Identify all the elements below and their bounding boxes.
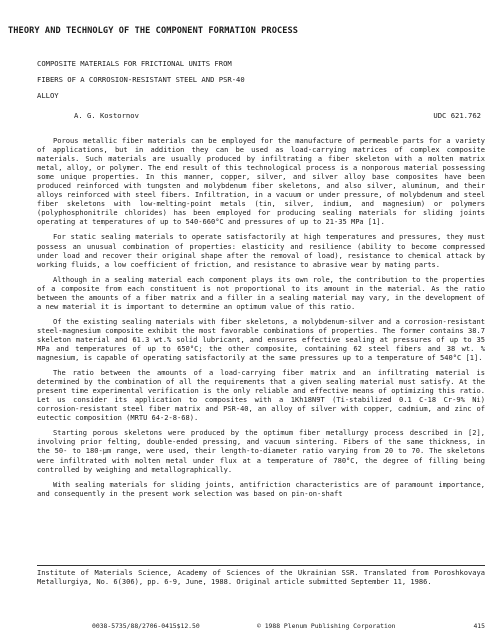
copyright-notice: © 1988 Plenum Publishing Corporation (257, 622, 396, 630)
author-name: A. G. Kostornov (74, 111, 139, 120)
article-body (37, 136, 485, 504)
body-paragraph: The ratio between the amounts of a load-carrying fiber matrix and an infiltrating material is determined by the combination of all the requirements that a given sealing material must satisfy. At the present time experimental verification is the only reliable and effective means of optimizing this ratio. Let us consider its application to composites with a 1Kh18N9T (Ti-stabilized 0.1 C-18 Cr-9% Ni) corrosion-resistant steel fiber matrix and PSR-40, an alloy of silver with copper, cadmium, and zinc of eutectic composition (MRTU 64-2-8-68). (37, 368, 485, 423)
body-paragraph: For static sealing materials to operate satisfactorily at high temperatures and pressures, they must possess an unusual combination of properties: elasticity and resilience (ability to become compressed under load and recover their original shape after the removal of load), resistance to chemical attack by working fluids, a low coefficient of friction, and resistance to abrasive wear by mating parts. (37, 232, 485, 269)
footnote-divider (37, 565, 485, 566)
publication-id: 0038-5735/88/2706-0415$12.50 (92, 622, 200, 630)
body-paragraph: Porous metallic fiber materials can be employed for the manufacture of permeable parts for a variety of applications, but in addition they can be used as load-carrying matrices of complex composite materials. Such materials are usually produced by infiltrating a fiber skeleton with a molten matrix metal, alloy, or polymer. The end result of this technological process is a nonporous material possessing some unique properties. In this manner, copper, silver, and silver alloy base composites have been produced reinforced with tungsten and molybdenum fiber skeletons, and also silver, aluminum, and their alloys reinforced with steel fibers. Infiltration, in a vacuum or under pressure, of molybdenum and steel fiber skeletons with low-melting-point metals (tin, silver, indium, and magnesium) or polymers (polyphosphonitrile chlorides) has been employed for producing sealing materials for sliding joints operating at temperatures of up to 540-660°C and pressures of up to 21-35 MPa [1]. (37, 136, 485, 227)
article-title-line-2: FIBERS OF A CORROSION-RESISTANT STEEL AND PSR-40 (37, 75, 245, 84)
article-title-line-1: COMPOSITE MATERIALS FOR FRICTIONAL UNITS FROM (37, 59, 232, 68)
page-number: 415 (473, 622, 485, 630)
body-paragraph: Although in a sealing material each component plays its own role, the contribution to the properties of a composite from each constituent is not proportional to its amount in the material. As the ratio between the amounts of a fiber matrix and a filler in a sealing material may vary, in the development of a new material it is important to determine an optimum value of this ratio. (37, 274, 485, 311)
section-title: THEORY AND TECHNOLGY OF THE COMPONENT FORMATION PROCESS (8, 26, 299, 36)
body-paragraph: With sealing materials for sliding joints, antifriction characteristics are of paramount importance, and consequently in the present work selection was based on pin-on-shaft (37, 479, 485, 498)
footnote: Institute of Materials Science, Academy of Sciences of the Ukrainian SSR. Translated from Poroshkovaya Metallurgiya, No. 6(306), pp. 6-9, June, 1988. Original article submitted September 11, 1986. (37, 568, 485, 587)
body-paragraph: Starting porous skeletons were produced by the optimum fiber metallurgy process described in [2], involving prior felting, double-ended pressing, and vacuum sintering. Fibers of the same thickness, in the 50- to 180-μm range, were used, their length-to-diameter ratio varying from 20 to 70. The skeletons were infiltrated with molten metal under flux at a temperature of 780°C, the degree of filling being controlled by weighing and metallographically. (37, 428, 485, 474)
body-paragraph: Of the existing sealing materials with fiber skeletons, a molybdenum-silver and a corrosion-resistant steel-magnesium composite exhibit the most favorable combinations of properties. The former contains 38.7 skeleton material and 61.3 wt.% solid lubricant, and ensures effective sealing at pressures of up to 35 MPa and temperatures of up to 650°C; the other composite, containing 62 steel fibers and 38 wt. % magnesium, is capable of operating satisfactorily at the same pressures up to a temperature of 540°C [1]. (37, 316, 485, 363)
udc-code: UDC 621.762 (433, 111, 481, 120)
article-title-line-3: ALLOY (37, 91, 59, 100)
